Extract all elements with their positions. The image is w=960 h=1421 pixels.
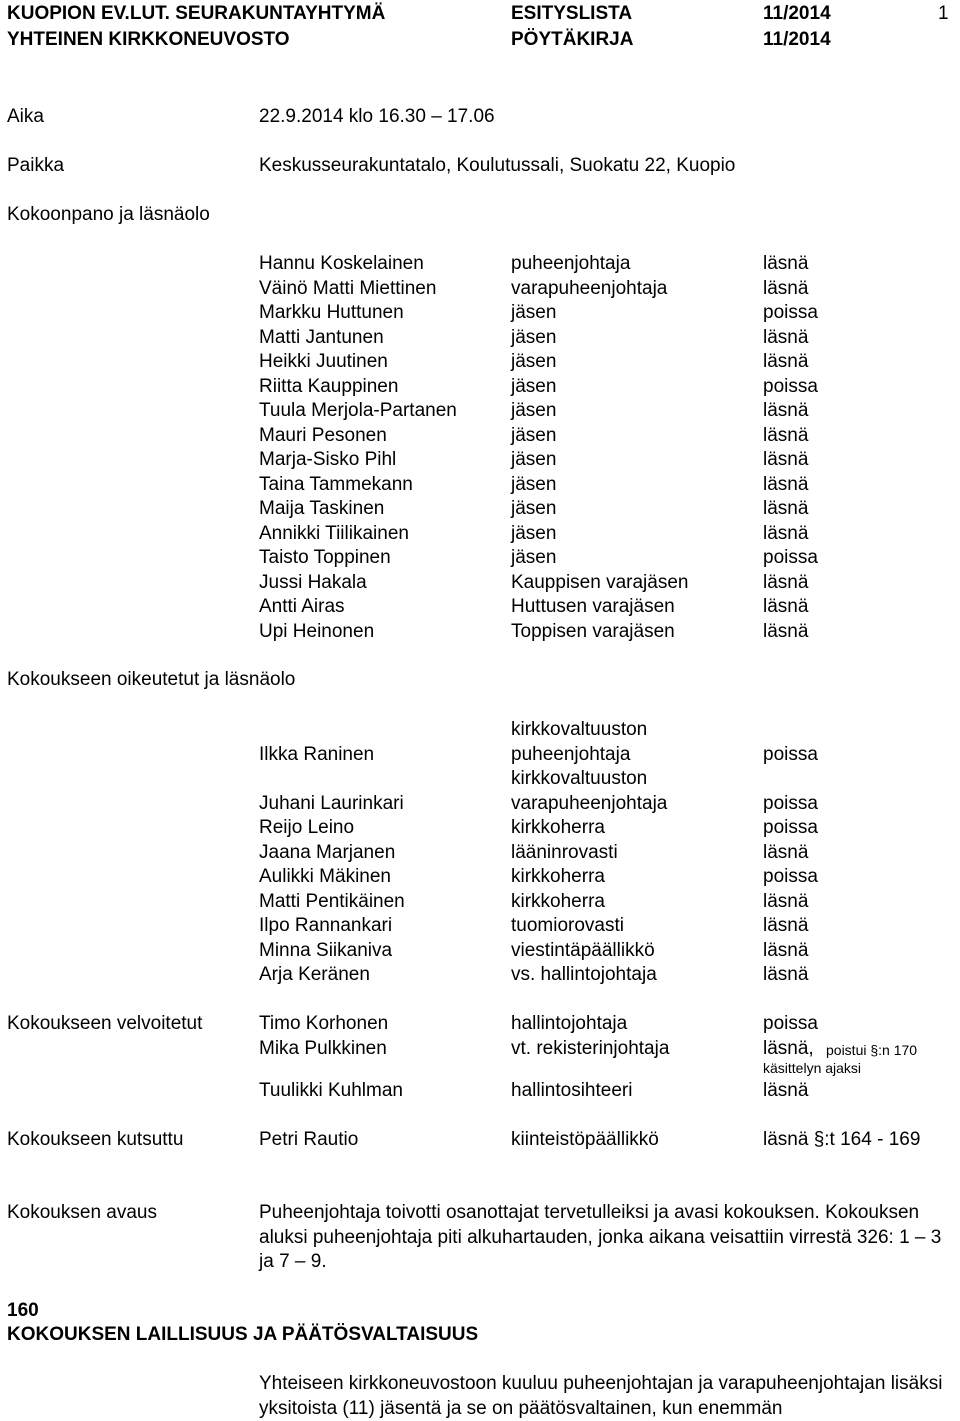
- member-name: Väinö Matti Miettinen: [259, 277, 437, 299]
- entitled-role-line1: kirkkovaltuuston: [511, 719, 648, 740]
- member-status: läsnä: [763, 277, 809, 299]
- entitled-name: Reijo Leino: [259, 817, 355, 838]
- invited-name: Petri Rautio: [259, 1129, 359, 1150]
- member-status: läsnä: [763, 326, 809, 348]
- member-status: poissa: [763, 547, 818, 568]
- organization-name: KUOPION EV.LUT. SEURAKUNTAYHTYMÄ: [7, 3, 386, 24]
- entitled-role: puheenjohtaja: [511, 743, 631, 765]
- entitled-role-line1: kirkkovaltuuston: [511, 768, 648, 789]
- member-name: Hannu Koskelainen: [259, 253, 424, 274]
- member-name: Markku Huttunen: [259, 302, 404, 323]
- member-row: [0, 350, 960, 375]
- entitled-status: poissa: [763, 866, 818, 887]
- member-name: Antti Airas: [259, 596, 345, 617]
- obliged-role: hallintojohtaja: [511, 1013, 628, 1034]
- member-row: [0, 252, 960, 277]
- member-name: Heikki Juutinen: [259, 351, 388, 372]
- entitled-role: lääninrovasti: [511, 841, 618, 863]
- member-role: varapuheenjohtaja: [511, 277, 668, 299]
- entitled-role: tuomiorovasti: [511, 915, 624, 936]
- member-status: läsnä: [763, 351, 809, 372]
- member-role: puheenjohtaja: [511, 253, 631, 274]
- member-row: [0, 326, 960, 351]
- entitled-row: [0, 841, 960, 866]
- member-name: Jussi Hakala: [259, 571, 367, 593]
- member-row: [0, 497, 960, 522]
- member-role: jäsen: [511, 424, 557, 446]
- member-status: läsnä: [763, 400, 809, 421]
- member-role: jäsen: [511, 375, 557, 397]
- member-row: [0, 424, 960, 449]
- member-name: Taisto Toppinen: [259, 547, 391, 568]
- entitled-status: poissa: [763, 792, 818, 814]
- obliged-name: Mika Pulkkinen: [259, 1038, 387, 1059]
- member-name: Riitta Kauppinen: [259, 375, 399, 397]
- obliged-status: poissa: [763, 1013, 818, 1034]
- entitled-status: läsnä: [763, 915, 809, 936]
- obliged-status: läsnä,: [763, 1038, 814, 1059]
- member-status: läsnä: [763, 571, 809, 593]
- member-row: [0, 522, 960, 547]
- obliged-name: Timo Korhonen: [259, 1013, 389, 1034]
- entitled-status: poissa: [763, 817, 818, 838]
- member-name: Taina Tammekann: [259, 473, 413, 495]
- member-name: Maija Taskinen: [259, 498, 385, 519]
- entitled-role: kirkkoherra: [511, 866, 605, 887]
- member-role: jäsen: [511, 522, 557, 544]
- member-status: läsnä: [763, 449, 809, 470]
- entitled-row: [0, 718, 960, 743]
- obliged-name: Tuulikki Kuhlman: [259, 1080, 403, 1101]
- composition-label: Kokoonpano ja läsnäolo: [7, 204, 210, 225]
- entitled-name: Ilpo Rannankari: [259, 915, 393, 936]
- member-role: jäsen: [511, 449, 557, 470]
- member-status: läsnä: [763, 253, 809, 274]
- entitled-role: kirkkoherra: [511, 890, 605, 912]
- member-row: [0, 620, 960, 645]
- entitled-name: Ilkka Raninen: [259, 743, 375, 765]
- section-title: KOKOUKSEN LAILLISUUS JA PÄÄTÖSVALTAISUUS: [7, 1324, 479, 1345]
- entitled-role: vs. hallintojohtaja: [511, 964, 657, 985]
- entitled-row: [0, 963, 960, 988]
- member-status: läsnä: [763, 498, 809, 519]
- obliged-label: Kokoukseen velvoitetut: [7, 1013, 203, 1034]
- member-row: [0, 571, 960, 596]
- obliged-role: vt. rekisterinjohtaja: [511, 1038, 670, 1059]
- minutes-number: 11/2014: [763, 29, 831, 50]
- invited-label: Kokoukseen kutsuttu: [7, 1129, 184, 1150]
- opening-text: Puheenjohtaja toivotti osanottajat tervetulleiksi ja avasi kokouksen. Kokouksen aluksi puheenjohtaja piti alkuhartauden, jonka aikana veisattiin virrestä 326: 1 – 3 ja 7 – 9.: [259, 1202, 942, 1272]
- entitled-name: Jaana Marjanen: [259, 841, 396, 863]
- invited-role: kiinteistöpäällikkö: [511, 1129, 659, 1150]
- entitled-row: [0, 816, 960, 841]
- member-status: poissa: [763, 302, 818, 323]
- entitled-row: [0, 914, 960, 939]
- obliged-status: läsnä: [763, 1080, 809, 1101]
- obliged-role: hallintosihteeri: [511, 1080, 633, 1101]
- entitled-name: Juhani Laurinkari: [259, 792, 404, 814]
- entitled-name: Aulikki Mäkinen: [259, 866, 391, 887]
- member-status: läsnä: [763, 596, 809, 617]
- member-name: Annikki Tiilikainen: [259, 522, 409, 544]
- entitled-name: Minna Siikaniva: [259, 939, 393, 961]
- entitled-role: kirkkoherra: [511, 817, 605, 838]
- entitled-label: Kokoukseen oikeutetut ja läsnäolo: [7, 669, 296, 690]
- member-row: [0, 595, 960, 620]
- agenda-number: 11/2014: [763, 3, 831, 24]
- entitled-row: [0, 939, 960, 964]
- time-label: Aika: [7, 106, 44, 127]
- entitled-row: [0, 767, 960, 792]
- entitled-status: läsnä: [763, 841, 809, 863]
- place-value: Keskusseurakuntatalo, Koulutussali, Suokatu 22, Kuopio: [259, 155, 736, 176]
- member-role: Toppisen varajäsen: [511, 620, 675, 642]
- member-status: poissa: [763, 375, 818, 397]
- member-row: [0, 546, 960, 571]
- entitled-status: läsnä: [763, 890, 809, 912]
- entitled-row: [0, 890, 960, 915]
- member-role: jäsen: [511, 473, 557, 495]
- page-number: 1: [938, 3, 949, 24]
- member-name: Upi Heinonen: [259, 620, 375, 642]
- obliged-row: [0, 1012, 960, 1037]
- opening-label: Kokouksen avaus: [7, 1202, 157, 1223]
- member-role: jäsen: [511, 302, 557, 323]
- member-name: Marja-Sisko Pihl: [259, 449, 397, 470]
- section-number: 160: [7, 1300, 39, 1321]
- member-row: [0, 301, 960, 326]
- member-role: jäsen: [511, 351, 557, 372]
- obliged-note-line2: käsittelyn ajaksi: [763, 1060, 862, 1076]
- member-name: Tuula Merjola-Partanen: [259, 400, 457, 421]
- entitled-status: läsnä: [763, 964, 809, 985]
- obliged-note-line1: poistui §:n 170: [826, 1042, 918, 1058]
- member-status: läsnä: [763, 424, 809, 446]
- entitled-status: poissa: [763, 743, 818, 765]
- invited-status: läsnä §:t 164 - 169: [763, 1129, 921, 1150]
- time-value: 22.9.2014 klo 16.30 – 17.06: [259, 106, 495, 127]
- member-row: [0, 448, 960, 473]
- member-role: Kauppisen varajäsen: [511, 571, 689, 593]
- member-name: Mauri Pesonen: [259, 424, 387, 446]
- entitled-role: viestintäpäällikkö: [511, 939, 655, 961]
- member-row: [0, 399, 960, 424]
- place-label: Paikka: [7, 155, 65, 176]
- member-role: jäsen: [511, 326, 557, 348]
- member-name: Matti Jantunen: [259, 326, 384, 348]
- body-name: YHTEINEN KIRKKONEUVOSTO: [7, 29, 290, 50]
- entitled-role: varapuheenjohtaja: [511, 792, 668, 814]
- doc-type-agenda: ESITYSLISTA: [511, 3, 633, 24]
- member-status: läsnä: [763, 473, 809, 495]
- section-text: Yhteiseen kirkkoneuvostoon kuuluu puheenjohtajan ja varapuheenjohtajan lisäksi yksitoista (11) jäsentä ja se on päätösvaltainen, kun enemmän: [259, 1373, 943, 1419]
- member-status: läsnä: [763, 522, 809, 544]
- entitled-row: [0, 743, 960, 768]
- member-row: [0, 375, 960, 400]
- obliged-row: [0, 1079, 960, 1104]
- member-role: jäsen: [511, 400, 557, 421]
- entitled-row: [0, 792, 960, 817]
- member-role: jäsen: [511, 498, 557, 519]
- member-row: [0, 473, 960, 498]
- entitled-row: [0, 865, 960, 890]
- entitled-name: Arja Keränen: [259, 964, 370, 985]
- member-role: jäsen: [511, 547, 557, 568]
- doc-type-minutes: PÖYTÄKIRJA: [511, 29, 634, 50]
- entitled-status: läsnä: [763, 939, 809, 961]
- member-status: läsnä: [763, 620, 809, 642]
- member-role: Huttusen varajäsen: [511, 596, 675, 617]
- entitled-name: Matti Pentikäinen: [259, 890, 405, 912]
- member-row: [0, 277, 960, 302]
